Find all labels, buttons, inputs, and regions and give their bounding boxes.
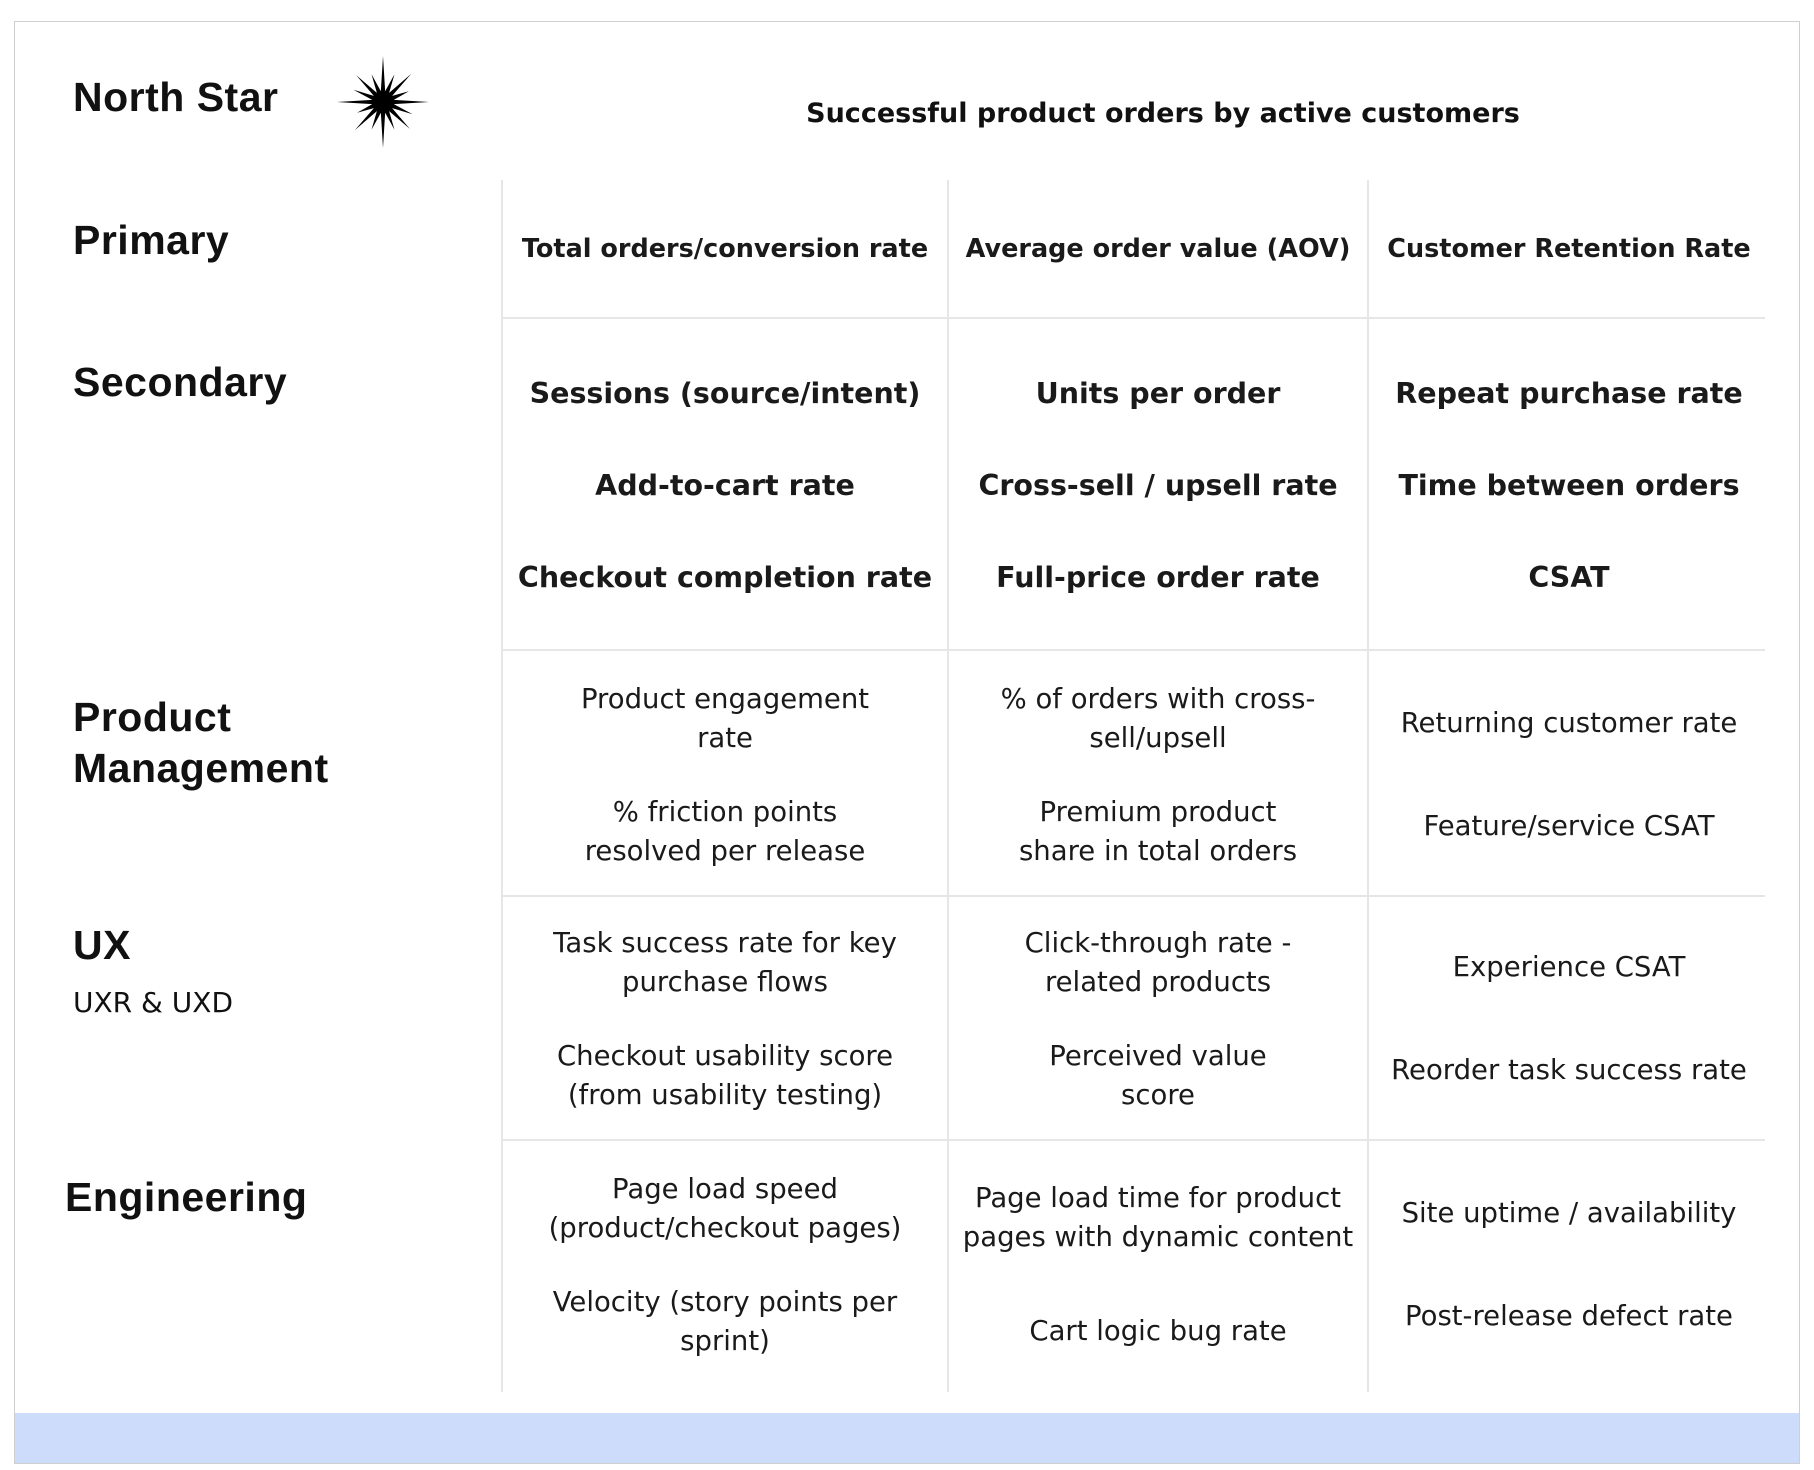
metric-cell: [1369, 182, 1769, 317]
metric-text: Repeat purchase rate: [1395, 376, 1743, 410]
row-label-ux: [73, 920, 233, 1028]
metric-text: Experience CSAT: [1452, 951, 1686, 983]
metric-text: Checkout usability score (from usability testing): [556, 1039, 894, 1111]
row-label-engineering: [65, 1172, 307, 1223]
metric-text: Add-to-cart rate: [595, 468, 855, 502]
metric-text: Task success rate for key purchase flows: [553, 926, 897, 998]
metric-text: Units per order: [1035, 376, 1281, 410]
north-star-title: North Star: [73, 74, 279, 120]
metric-cell: [1369, 662, 1769, 888]
metric-text: Checkout completion rate: [517, 560, 933, 594]
north-star-framework: [14, 21, 1800, 1464]
metric-cell: [949, 1152, 1367, 1378]
row-label-secondary-text: Secondary: [73, 359, 288, 405]
metric-cell: [503, 1152, 947, 1378]
metric-text: Customer Retention Rate: [1387, 234, 1751, 264]
grid-divider-horizontal: [503, 649, 1765, 651]
metric-text: Site uptime / availability: [1401, 1197, 1737, 1229]
metric-text: Time between orders: [1398, 468, 1740, 502]
metric-text: Click-through rate - related products: [1024, 926, 1292, 998]
grid-divider-horizontal: [503, 1139, 1765, 1141]
metric-text: Average order value (AOV): [965, 234, 1351, 264]
metric-text: CSAT: [1528, 560, 1610, 594]
metric-text: Reorder task success rate: [1391, 1054, 1747, 1086]
metric-text: Feature/service CSAT: [1423, 810, 1715, 842]
metric-cell: [949, 182, 1367, 317]
row-label-secondary: [73, 357, 287, 408]
row-label-product-management: [73, 692, 413, 794]
metric-text: Velocity (story points per sprint): [552, 1285, 898, 1357]
metric-text: % friction points resolved per release: [584, 795, 866, 867]
row-label-ux-text: UX: [73, 922, 131, 968]
metric-text: Cross-sell / upsell rate: [978, 468, 1338, 502]
metric-text: Page load time for product pages with dynamic content: [962, 1182, 1354, 1254]
row-label-primary-text: Primary: [73, 217, 230, 263]
metric-text: Total orders/conversion rate: [521, 234, 929, 264]
metric-text: Premium product share in total orders: [1018, 795, 1298, 867]
starburst-icon: [333, 52, 433, 152]
metric-text: Page load speed (product/checkout pages): [548, 1172, 902, 1244]
metric-cell: [503, 906, 947, 1132]
metric-cell: [1369, 906, 1769, 1132]
metric-text: Sessions (source/intent): [529, 376, 921, 410]
metric-text: % of orders with cross-sell/upsell: [1000, 682, 1316, 754]
grid-divider-horizontal: [503, 895, 1765, 897]
metric-text: Returning customer rate: [1400, 707, 1738, 739]
bottom-band: [15, 1413, 1799, 1463]
north-star-statement: Successful product orders by active customers: [806, 98, 1520, 129]
metric-text: Cart logic bug rate: [1029, 1314, 1287, 1347]
metric-text: Perceived value score: [1049, 1039, 1267, 1111]
row-label-product-management-text: Product Management: [73, 694, 329, 791]
metric-cell: [503, 337, 947, 633]
row-label-engineering-text: Engineering: [65, 1174, 308, 1220]
metric-text: Post-release defect rate: [1405, 1300, 1733, 1332]
metric-cell: [503, 662, 947, 888]
metric-cell: [949, 662, 1367, 888]
row-sublabel-ux: UXR & UXD: [73, 986, 234, 1019]
metric-cell: [503, 182, 947, 317]
metric-cell: [949, 906, 1367, 1132]
metric-text: Product engagement rate: [580, 682, 870, 754]
metric-text: Full-price order rate: [996, 560, 1320, 594]
grid-divider-horizontal: [503, 317, 1765, 319]
row-label-primary: [73, 215, 229, 266]
metric-cell: [1369, 337, 1769, 633]
metric-cell: [949, 337, 1367, 633]
metric-cell: [1369, 1152, 1769, 1378]
